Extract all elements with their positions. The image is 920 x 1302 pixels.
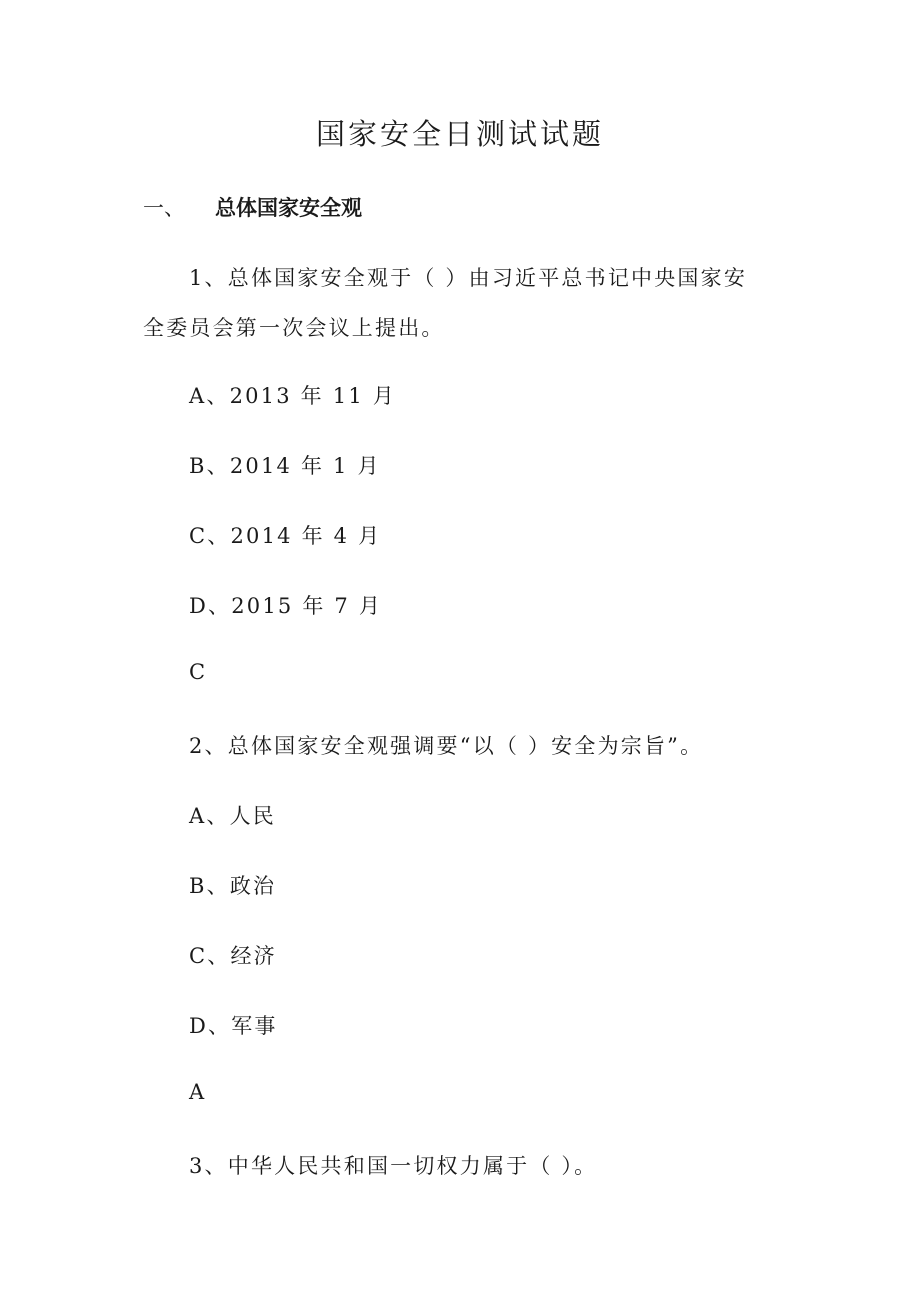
page-title: 国家安全日测试试题 xyxy=(315,117,604,151)
section-number: 一、 xyxy=(143,196,185,220)
question-1-line-2: 全委员会第一次会议上提出。 xyxy=(143,316,445,340)
section-heading xyxy=(143,192,362,222)
question-1-line-1: 1、总体国家安全观于（ ）由习近平总书记中央国家安 xyxy=(189,266,748,290)
question-1-option-c: C、2014 年 4 月 xyxy=(189,524,382,548)
question-2-text: 2、总体国家安全观强调要“以（ ）安全为宗旨”。 xyxy=(189,734,704,758)
question-1-option-d: D、2015 年 7 月 xyxy=(189,594,383,618)
question-2-option-d: D、军事 xyxy=(189,1014,278,1038)
question-1-answer: C xyxy=(189,660,208,684)
question-1-option-b: B、2014 年 1 月 xyxy=(189,454,381,478)
question-2-option-c: C、经济 xyxy=(189,944,277,968)
question-3-text: 3、中华人民共和国一切权力属于（ ）。 xyxy=(189,1154,598,1178)
question-2-option-b: B、政治 xyxy=(189,874,277,898)
question-2-option-a: A、人民 xyxy=(189,804,276,828)
section-title: 总体国家安全观 xyxy=(215,196,362,220)
question-1-option-a: A、2013 年 11 月 xyxy=(189,384,396,408)
question-2-answer: A xyxy=(189,1080,207,1104)
